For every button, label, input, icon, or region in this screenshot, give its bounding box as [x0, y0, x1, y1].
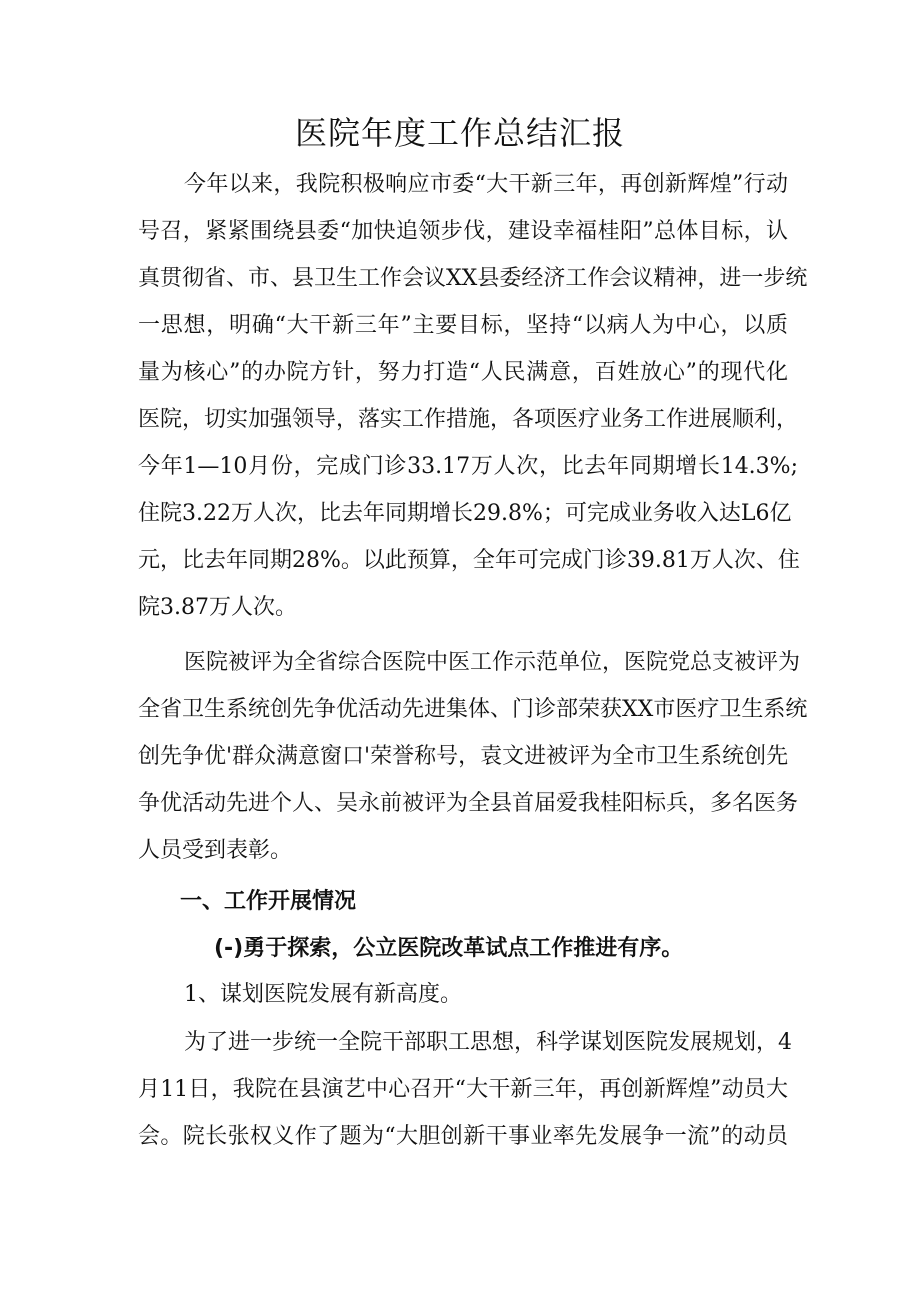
text-line: 医院，切实加强领导，落实工作措施，各项医疗业务工作进展顺利，	[138, 407, 799, 432]
text-line: 创先争优'群众满意窗口'荣誉称号，袁文进被评为全市卫生系统创先	[138, 744, 789, 769]
text-line: 量为核心”的办院方针，努力打造“人民满意，百姓放心”的现代化	[138, 360, 788, 385]
text-line: 全省卫生系统创先争优活动先进集体、门诊部荣获XX市医疗卫生系统	[138, 697, 808, 722]
text-line: 号召，紧紧围绕县委“加快追领步伐，建设幸福桂阳”总体目标，认	[138, 219, 788, 244]
text-line: 争优活动先进个人、吴永前被评为全县首届爱我桂阳标兵，多名医务	[138, 791, 799, 816]
text-line: 一思想，明确“大干新三年”主要目标，坚持“以病人为中心，以质	[138, 313, 788, 338]
text-line: 会。院长张权义作了题为“大胆创新干事业率先发展争一流”的动员	[138, 1124, 788, 1149]
document-title: 医院年度工作总结汇报	[294, 114, 625, 152]
text-line: 月11日，我院在县演艺中心召开“大干新三年，再创新辉煌”动员大	[138, 1077, 788, 1102]
text-line: 院3.87万人次。	[138, 595, 297, 620]
text-line: 今年以来，我院积极响应市委“大干新三年，再创新辉煌”行动	[184, 172, 788, 197]
section-heading: 一、工作开展情况	[180, 889, 357, 914]
text-line: 元，比去年同期28%。以此预算，全年可完成门诊39.81万人次、住	[138, 548, 800, 573]
text-line: 人员受到表彰。	[138, 838, 293, 863]
text-line: 真贯彻省、市、县卫生工作会议XX县委经济工作会议精神，进一步统	[138, 266, 808, 291]
item-heading: 1、谋划医院发展有新高度。	[184, 982, 462, 1007]
text-line: 今年1—10月份，完成门诊33.17万人次，比去年同期增长14.3%;	[138, 454, 798, 479]
text-line: 为了进一步统一全院干部职工思想，科学谋划医院发展规划，4	[184, 1030, 792, 1055]
text-line: 医院被评为全省综合医院中医工作示范单位，医院党总支被评为	[184, 650, 801, 675]
text-line: 住院3.22万人次，比去年同期增长29.8%；可完成业务收入达L6亿	[138, 501, 792, 526]
subsection-heading: (-)勇于探索，公立医院改革试点工作推进有序。	[214, 936, 684, 961]
